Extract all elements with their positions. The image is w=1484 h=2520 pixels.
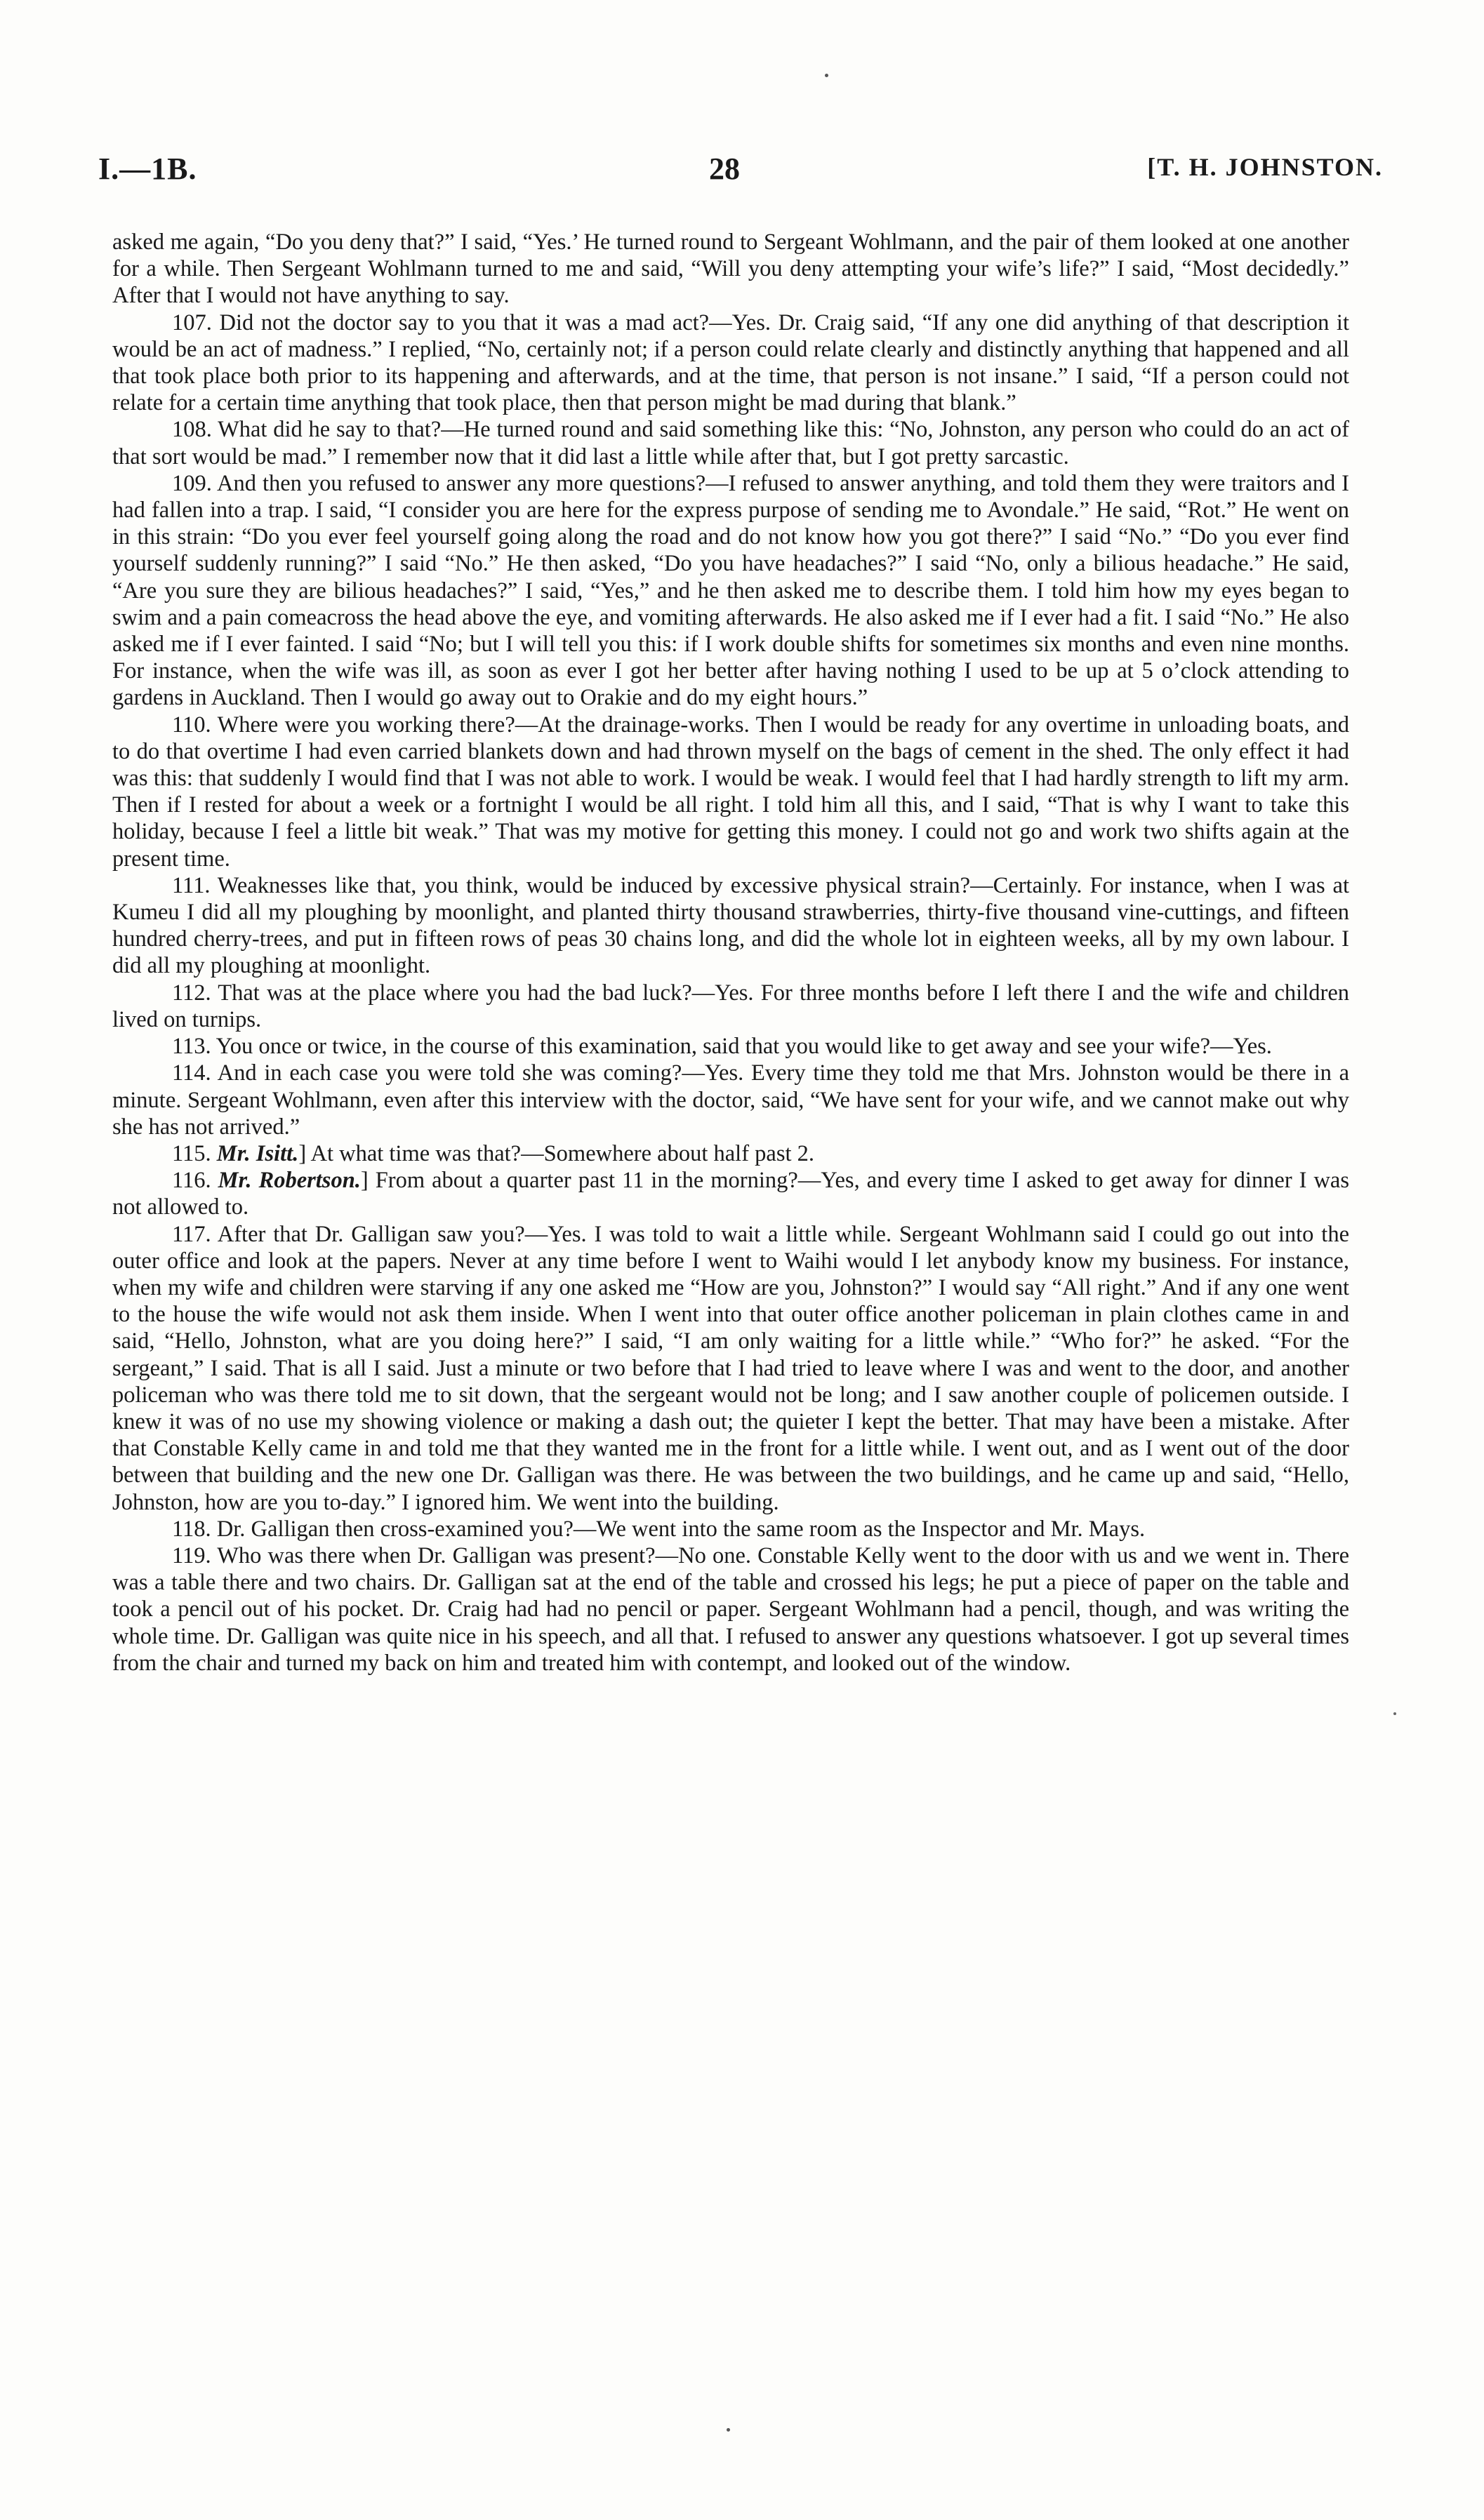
paragraph-110: 110. Where were you working there?—At the drainage-works. Then I would be ready for any overtime in unloading boats, and to do that overtime I had even carried blankets down and had thrown myself on the bags of cement in the shed. The only effect it had was this: that suddenly I would find that I was not able to work. I would be weak. I would feel that I had hardly strength to lift my arm. Then if I rested for about a week or a fortnight I would be all right. I told him all this, and I said, “That is why I want to take this holiday, because I feel a little bit weak.” That was my motive for getting this money. I could not go and work two shifts again at the present time. [112, 712, 1349, 872]
paragraph-114: 114. And in each case you were told she was coming?—Yes. Every time they told me that Mrs. Johnston would be there in a minute. Sergeant Wohlmann, even after this interview with the doctor, said, “We have sent for your wife, and we cannot make out why she has not arrived.” [112, 1060, 1349, 1140]
speck-mark [825, 74, 828, 77]
paragraph-119: 119. Who was there when Dr. Galligan was present?—No one. Constable Kelly went to the door with us and we went in. There was a table there and two chairs. Dr. Galligan sat at the end of the table and crossed his legs; he put a piece of paper on the table and took a pencil out of his pocket. Dr. Craig had had no pencil or paper. Sergeant Wohlmann had a pencil, though, and was writing the whole time. Dr. Galligan was quite nice in his speech, and all that. I refused to answer any questions whatsoever. I got up several times from the chair and turned my back on him and treated him with contempt, and looked out of the window. [112, 1542, 1349, 1676]
paragraph-109: 109. And then you refused to answer any more questions?—I refused to answer anything, and told them they were traitors and I had fallen into a trap. I said, “I consider you are here for the express purpose of sending me to Avondale.” He said, “Rot.” He went on in this strain: “Do you ever feel yourself going along the road and do not know how you got there?” I said “No.” “Do you ever find yourself suddenly running?” I said “No.” He then asked, “Do you have headaches?” I said “No, only a bilious headache.” He said, “Are you sure they are bilious headaches?” I said, “Yes,” and he then asked me to describe them. I told him how my eyes began to swim and a pain comeacross the head above the eye, and vomiting afterwards. He also asked me if I ever had a fit. I said “No.” He also asked me if I ever fainted. I said “No; but I will tell you this: if I work double shifts for sometimes six months and even nine months. For instance, when the wife was ill, as soon as ever I got her better after having nothing I used to be up at 5 o’clock attending to gardens in Auckland. Then I would go away out to Orakie and do my eight hours.” [112, 470, 1349, 711]
transcript-body [112, 229, 1349, 1676]
paragraph-continuation: asked me again, “Do you deny that?” I said, “Yes.’ He turned round to Sergeant Wohlmann, and the pair of them looked at one another for a while. Then Sergeant Wohlmann turned to me and said, “Will you deny attempting your wife’s life?” I said, “Most decidedly.” After that I would not have anything to say. [112, 229, 1349, 309]
question-number: 116. [172, 1168, 211, 1194]
question-text: ] At what time was that?—Somewhere about half past 2. [298, 1140, 814, 1166]
paragraph-111: 111. Weaknesses like that, you think, would be induced by excessive physical strain?—Certainly. For instance, when I was at Kumeu I did all my ploughing by moonlight, and planted thirty thousand strawberries, thirty-five thousand vine-cuttings, and fifteen hundred cherry-trees, and put in fifteen rows of peas 30 chains long, and did the whole lot in eighteen weeks, all by my own labour. I did all my ploughing at moonlight. [112, 872, 1349, 979]
paragraph-115 [112, 1140, 1349, 1167]
paragraph-112: 112. That was at the place where you had the bad luck?—Yes. For three months before I left there I and the wife and children lived on turnips. [112, 980, 1349, 1032]
page-header [98, 151, 1383, 193]
speaker-name: Mr. Isitt. [216, 1140, 299, 1166]
paragraph-117: 117. After that Dr. Galligan saw you?—Yes. I was told to wait a little while. Sergeant Wohlmann said I could go out into the outer office and look at the papers. Never at any time before I went to Waihi would I let anybody know my business. For instance, when my wife and children were starving if any one asked me “How are you, Johnston?” I would say “All right.” And if any one went to the house the wife would not ask them inside. When I went into that outer office another policeman in plain clothes came in and said, “Hello, Johnston, what are you doing here?” I said, “I am only waiting for a little while.” “Who for?” he asked. “For the sergeant,” I said. That is all I said. Just a minute or two before that I had tried to leave where I was and went to the door, and another policeman who was there told me to sit down, that the sergeant would not be long; and I saw another couple of policemen outside. I knew it was of no use my showing violence or making a dash out; the quieter I kept the better. That may have been a mistake. After that Constable Kelly came in and told me that they wanted me in the front for a little while. I went out, and as I went out of the door between that building and the new one Dr. Galligan was there. He was between the two buildings, and he came up and said, “Hello, Johnston, how are you to-day.” I ignored him. We went into the building. [112, 1221, 1349, 1515]
speck-mark [727, 2428, 730, 2432]
paragraph-113: 113. You once or twice, in the course of this examination, said that you would like to get away and see your wife?—Yes. [172, 1034, 1272, 1060]
paragraph-116 [112, 1167, 1349, 1220]
question-text: ] From about a quarter past 11 in the morning?—Yes, and every time I asked to get away for dinner I was not allowed to. [112, 1168, 1349, 1220]
header-witness-name: [T. H. JOHNSTON. [1147, 153, 1383, 181]
paragraph-107: 107. Did not the doctor say to you that it was a mad act?—Yes. Dr. Craig said, “If any one did anything of that description it would be an act of madness.” I replied, “No, certainly not; if a person could relate clearly and distinctly anything that happened and all that took place both prior to its happening and afterwards, and at the time, that person is not insane.” I said, “If a person could not relate for a certain time anything that took place, then that person might be mad during that blank.” [112, 309, 1349, 416]
paragraph-118: 118. Dr. Galligan then cross-examined you?—We went into the same room as the Inspector and Mr. Mays. [172, 1516, 1146, 1542]
header-document-code: I.—1B. [98, 152, 197, 186]
page-number: 28 [709, 152, 740, 186]
speaker-name: Mr. Robertson. [218, 1168, 361, 1194]
paragraph-108: 108. What did he say to that?—He turned round and said something like this: “No, Johnston, any person who could do an act of that sort would be mad.” I remember now that it did last a little while after that, but I got pretty sarcastic. [112, 417, 1349, 469]
question-number: 115. [172, 1140, 211, 1166]
speck-mark [1393, 1712, 1396, 1715]
